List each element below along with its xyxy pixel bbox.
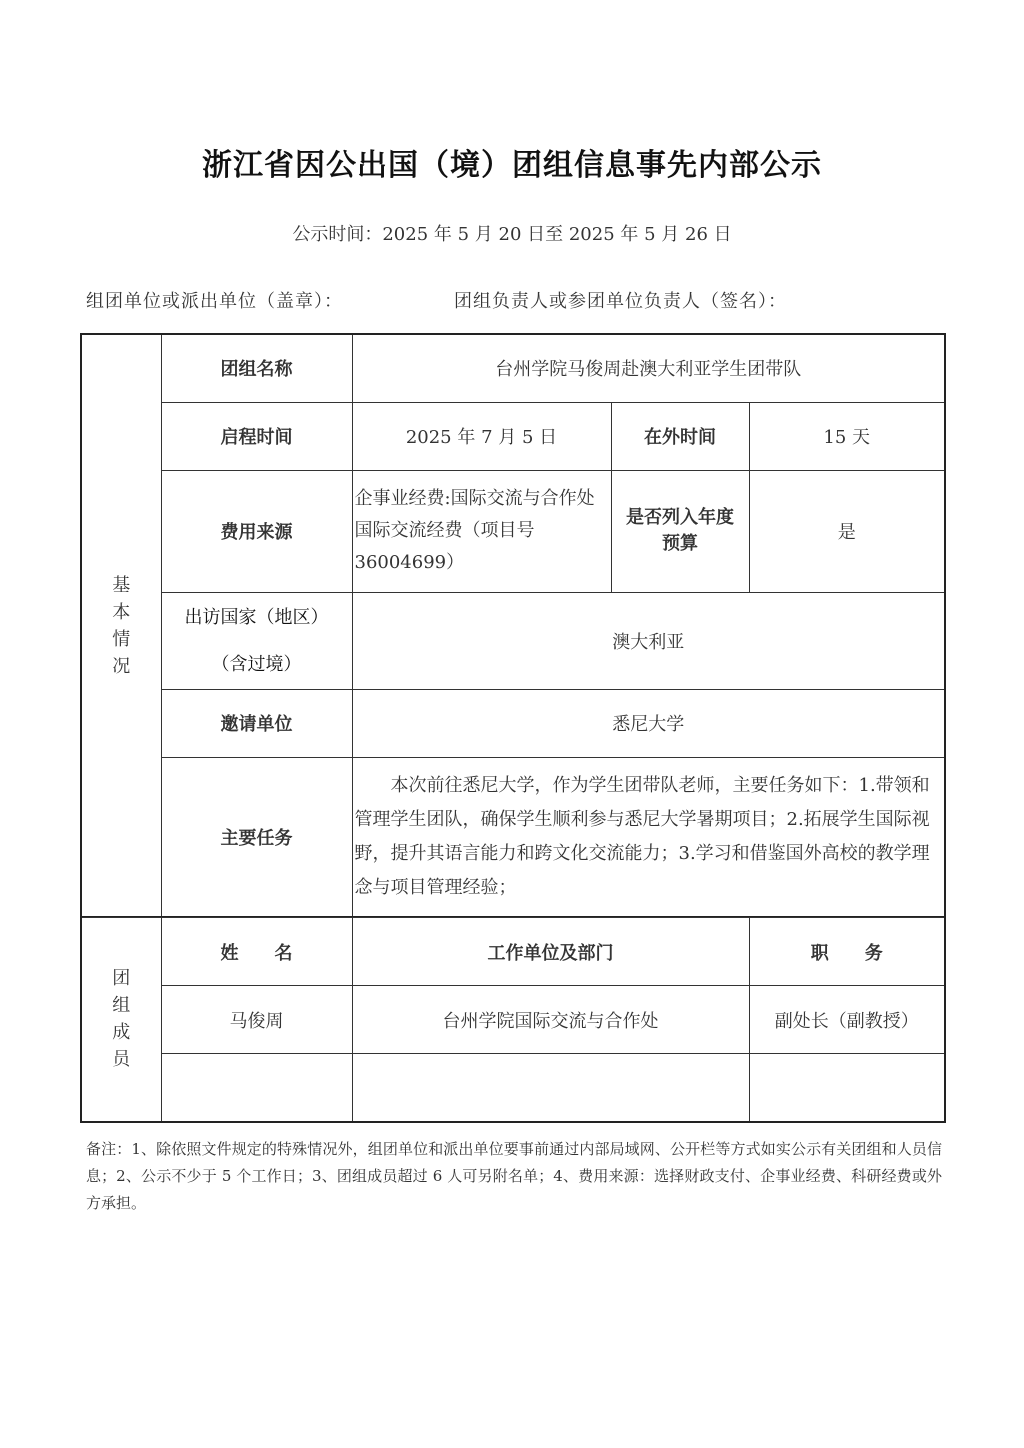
member-name: 马俊周: [161, 986, 352, 1054]
budget-label: 是否列入年度预算: [611, 470, 749, 592]
member-position: 副处长（副教授）: [749, 986, 945, 1054]
member-unit: 台州学院国际交流与合作处: [352, 986, 749, 1054]
col-name-header: 姓 名: [161, 918, 352, 986]
leader-signature-label: 团组负责人或参团单位负责人（签名）：: [454, 291, 787, 312]
member-name: [161, 1054, 352, 1122]
members-section-label: 团 组 成 员: [81, 918, 161, 1122]
depart-label: 启程时间: [161, 402, 352, 470]
col-unit-header: 工作单位及部门: [352, 918, 749, 986]
group-name-value: 台州学院马俊周赴澳大利亚学生团带队: [352, 334, 945, 402]
members-table: [80, 917, 946, 1123]
unit-seal-label: 组团单位或派出单位（盖章）：: [86, 291, 343, 312]
fund-label: 费用来源: [161, 470, 352, 592]
abroad-value: 15 天: [749, 402, 945, 470]
inviter-value: 悉尼大学: [352, 689, 945, 757]
publish-time: 公示时间：2025 年 5 月 20 日至 2025 年 5 月 26 日: [292, 224, 732, 245]
fund-value: 企事业经费:国际交流与合作处国际交流经费（项目号36004699）: [352, 470, 611, 592]
basic-section-label: 基 本 情 况: [81, 334, 161, 917]
info-table: [80, 333, 946, 918]
member-unit: [352, 1054, 749, 1122]
country-value: 澳大利亚: [352, 592, 945, 689]
depart-value: 2025 年 7 月 5 日: [352, 402, 611, 470]
country-label-line2: （含过境）: [211, 653, 302, 675]
budget-value: 是: [749, 470, 945, 592]
abroad-label: 在外时间: [611, 402, 749, 470]
country-label: [161, 592, 352, 689]
country-label-line1: 出访国家（地区）: [184, 606, 329, 628]
task-value: [352, 757, 945, 917]
signature-line: [86, 287, 787, 313]
task-label: 主要任务: [161, 757, 352, 917]
table-row: [81, 986, 945, 1054]
group-name-label: 团组名称: [161, 334, 352, 402]
footnote: 备注：1、除依照文件规定的特殊情况外，组团单位和派出单位要事前通过内部局域网、公开栏等方式如实公示有关团组和人员信息；2、公示不少于 5 个工作日；3、团组成员超过 6 人可另附名单；4、费用来源：选择财政支付、企事业经费、科研经费或外方承担。: [86, 1140, 942, 1212]
col-position-header: 职 务: [749, 918, 945, 986]
table-row: [81, 1054, 945, 1122]
member-position: [749, 1054, 945, 1122]
task-text: 本次前往悉尼大学，作为学生团带队老师，主要任务如下：1.带领和管理学生团队，确保学生顺利参与悉尼大学暑期项目；2.拓展学生国际视野，提升其语言能力和跨文化交流能力；3.学习和借鉴国外高校的教学理念与项目管理经验；: [354, 775, 930, 898]
inviter-label: 邀请单位: [161, 689, 352, 757]
document-title: 浙江省因公出国（境）团组信息事先内部公示: [202, 148, 822, 183]
